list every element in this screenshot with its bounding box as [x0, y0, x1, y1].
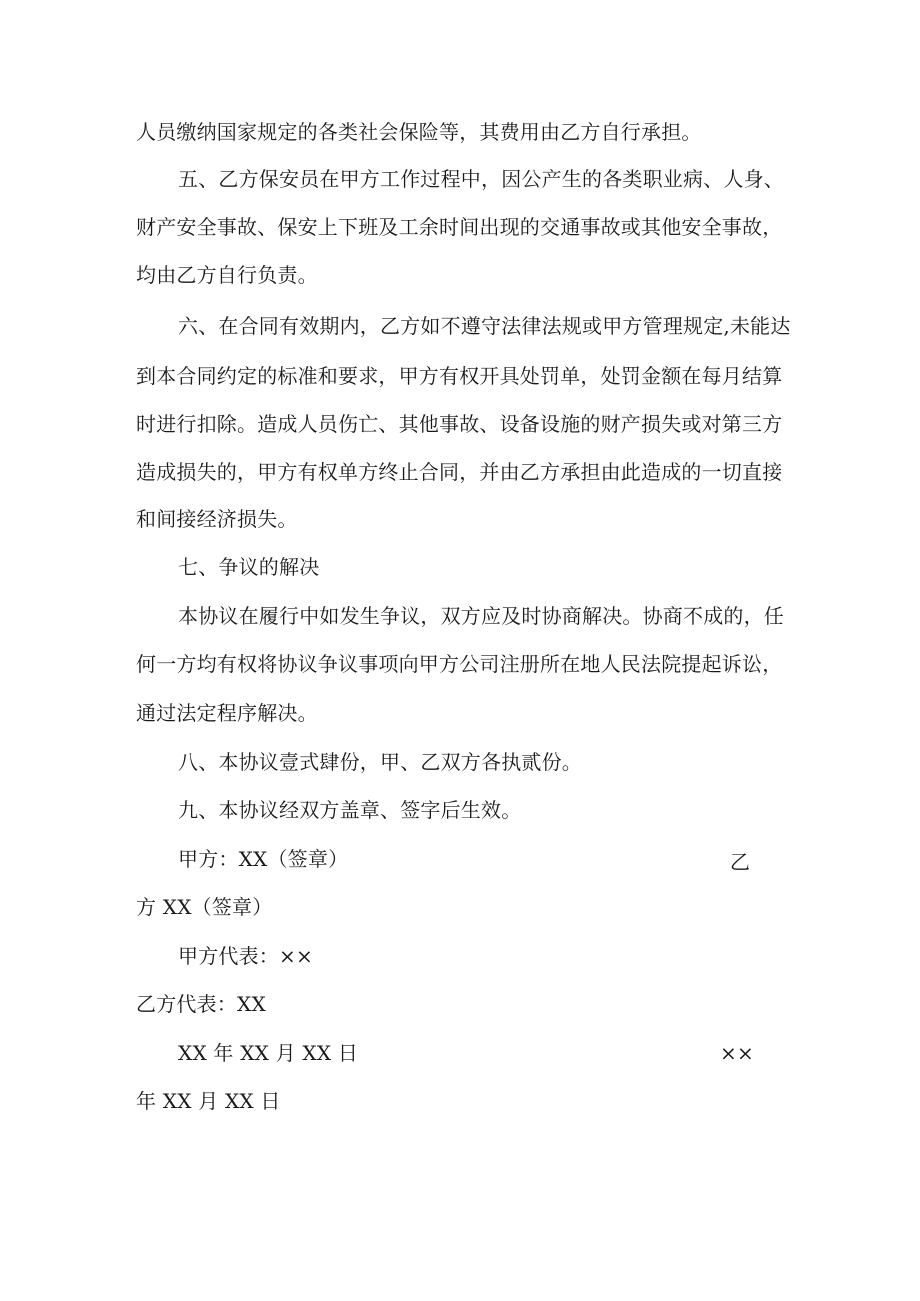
party-a-representative: 甲方代表：××	[178, 944, 313, 968]
clause-5-line: 五、乙方保安员在甲方工作过程中，因公产生的各类职业病、人身、	[178, 167, 784, 191]
clause-7-line: 本协议在履行中如发生争议，双方应及时协商解决。协商不成的，任	[178, 604, 784, 628]
clause-9-line: 九、本协议经双方盖章、签字后生效。	[178, 798, 522, 822]
clause-5-line: 均由乙方自行负责。	[136, 263, 318, 287]
clause-6-line: 时进行扣除。造成人员伤亡、其他事故、设备设施的财产损失或对第三方	[136, 412, 783, 436]
clause-7-line: 通过法定程序解决。	[136, 701, 318, 725]
party-b-date-start: ××	[720, 1041, 754, 1065]
party-a-seal: 甲方：XX（签章）	[178, 847, 349, 871]
party-b-date: 年 XX 月 XX 日	[136, 1089, 281, 1113]
clause-8-line: 八、本协议壹式肆份，甲、乙双方各执贰份。	[178, 750, 582, 774]
clause-7-heading: 七、争议的解决	[178, 555, 320, 579]
party-b-seal-start: 乙	[730, 850, 751, 874]
clause-6-line: 和间接经济损失。	[136, 507, 298, 531]
clause-7-line: 何一方均有权将协议争议事项向甲方公司注册所在地人民法院提起诉讼，	[136, 652, 783, 676]
party-b-representative: 乙方代表：XX	[136, 992, 266, 1016]
body-line: 人员缴纳国家规定的各类社会保险等，其费用由乙方自行承担。	[136, 120, 702, 144]
party-a-date: XX 年 XX 月 XX 日	[178, 1041, 359, 1065]
clause-5-line: 财产安全事故、保安上下班及工余时间出现的交通事故或其他安全事故，	[136, 215, 783, 239]
clause-6-line: 造成损失的，甲方有权单方终止合同，并由乙方承担由此造成的一切直接	[136, 460, 783, 484]
party-b-seal: 方 XX（签章）	[136, 895, 273, 919]
clause-6-line: 到本合同约定的标准和要求，甲方有权开具处罚单，处罚金额在每月结算	[136, 364, 783, 388]
clause-6-line: 六、在合同有效期内，乙方如不遵守法律法规或甲方管理规定,未能达	[178, 314, 791, 338]
